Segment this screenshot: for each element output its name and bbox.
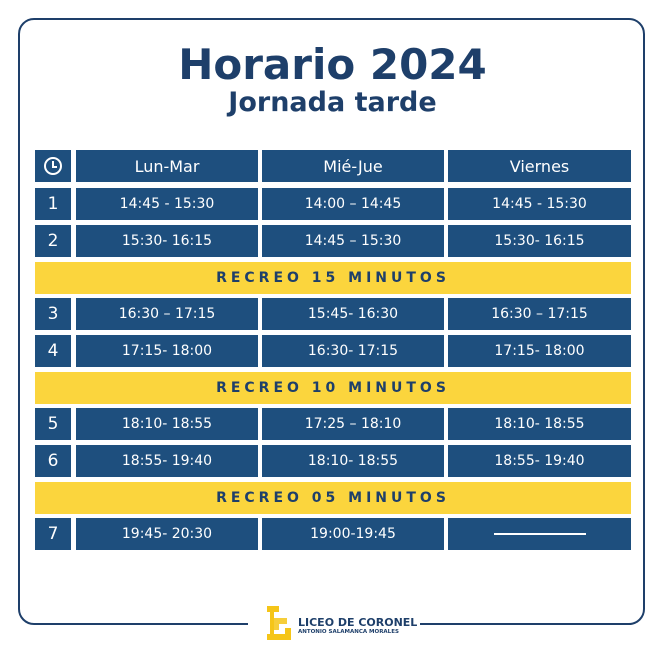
time-cell: 15:45- 16:30 bbox=[262, 298, 444, 330]
time-cell: 18:10- 18:55 bbox=[76, 408, 258, 440]
empty-time-cell bbox=[448, 518, 631, 550]
break-banner: RECREO 05 MINUTOS bbox=[35, 482, 631, 514]
block-number: 1 bbox=[35, 188, 71, 220]
school-subtitle: ANTONIO SALAMANCA MORALES bbox=[298, 629, 399, 635]
header-viernes: Viernes bbox=[448, 150, 631, 182]
block-number: 6 bbox=[35, 445, 71, 477]
block-number: 3 bbox=[35, 298, 71, 330]
time-cell: 17:25 – 18:10 bbox=[262, 408, 444, 440]
clock-header-cell bbox=[35, 150, 71, 182]
no-class-dash bbox=[494, 533, 586, 535]
block-number: 2 bbox=[35, 225, 71, 257]
time-cell: 14:45 – 15:30 bbox=[262, 225, 444, 257]
break-banner: RECREO 15 MINUTOS bbox=[35, 262, 631, 294]
page-subtitle: Jornada tarde bbox=[228, 87, 437, 118]
break-banner: RECREO 10 MINUTOS bbox=[35, 372, 631, 404]
time-cell: 14:00 – 14:45 bbox=[262, 188, 444, 220]
time-cell: 18:10- 18:55 bbox=[262, 445, 444, 477]
time-cell: 18:10- 18:55 bbox=[448, 408, 631, 440]
time-cell: 19:45- 20:30 bbox=[76, 518, 258, 550]
time-cell: 16:30 – 17:15 bbox=[76, 298, 258, 330]
time-cell: 19:00-19:45 bbox=[262, 518, 444, 550]
block-number: 5 bbox=[35, 408, 71, 440]
time-cell: 17:15- 18:00 bbox=[76, 335, 258, 367]
school-name: LICEO DE CORONEL bbox=[298, 616, 418, 629]
clock-icon bbox=[44, 157, 62, 175]
header-lun-mar: Lun-Mar bbox=[76, 150, 258, 182]
time-cell: 17:15- 18:00 bbox=[448, 335, 631, 367]
time-cell: 15:30- 16:15 bbox=[448, 225, 631, 257]
page-title: Horario 2024 bbox=[178, 40, 487, 89]
time-cell: 16:30- 17:15 bbox=[262, 335, 444, 367]
header-mie-jue: Mié-Jue bbox=[262, 150, 444, 182]
time-cell: 18:55- 19:40 bbox=[448, 445, 631, 477]
school-logo-icon bbox=[261, 604, 293, 646]
block-number: 7 bbox=[35, 518, 71, 550]
time-cell: 16:30 – 17:15 bbox=[448, 298, 631, 330]
time-cell: 14:45 - 15:30 bbox=[448, 188, 631, 220]
time-cell: 18:55- 19:40 bbox=[76, 445, 258, 477]
time-cell: 14:45 - 15:30 bbox=[76, 188, 258, 220]
time-cell: 15:30- 16:15 bbox=[76, 225, 258, 257]
block-number: 4 bbox=[35, 335, 71, 367]
